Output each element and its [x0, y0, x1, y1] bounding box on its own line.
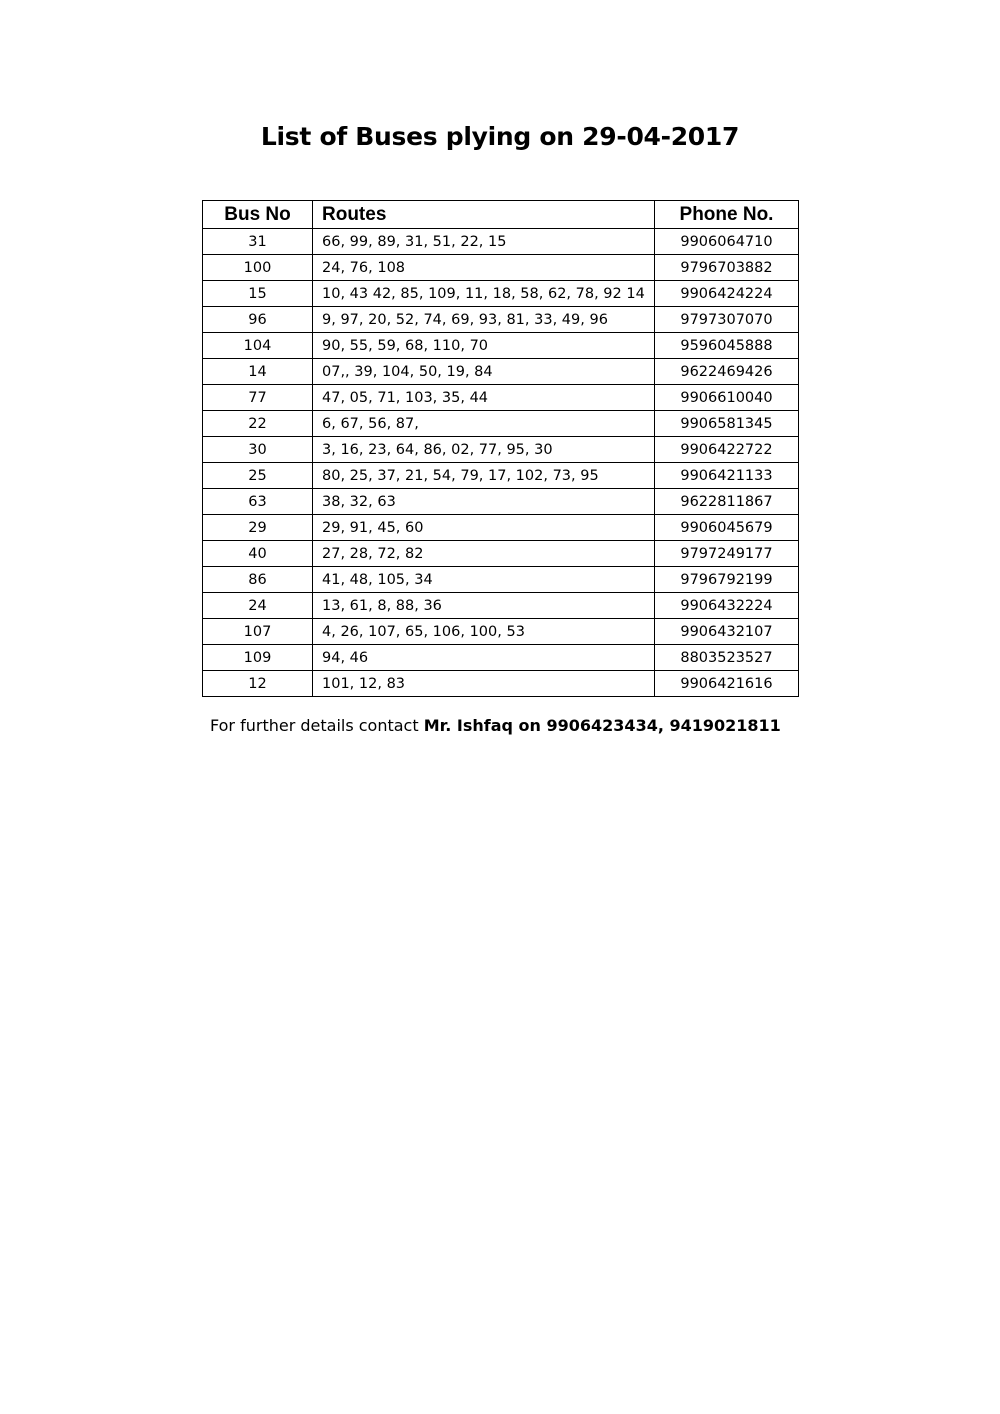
table-header-row	[203, 201, 799, 229]
routes-cell: 27, 28, 72, 82	[313, 541, 655, 567]
bus-no-cell: 40	[203, 541, 313, 567]
phone-cell: 9906421616	[655, 671, 799, 697]
bus-no-cell: 15	[203, 281, 313, 307]
bus-no-cell: 24	[203, 593, 313, 619]
bus-no-cell: 77	[203, 385, 313, 411]
bus-no-cell: 22	[203, 411, 313, 437]
phone-cell: 8803523527	[655, 645, 799, 671]
bus-no-cell: 14	[203, 359, 313, 385]
phone-cell: 9797307070	[655, 307, 799, 333]
phone-cell: 9796792199	[655, 567, 799, 593]
table-row	[203, 489, 799, 515]
bus-no-cell: 100	[203, 255, 313, 281]
header-phone-no: Phone No.	[655, 201, 799, 229]
phone-cell: 9906424224	[655, 281, 799, 307]
bus-no-cell: 104	[203, 333, 313, 359]
phone-cell: 9906432224	[655, 593, 799, 619]
table-row	[203, 463, 799, 489]
phone-cell: 9906421133	[655, 463, 799, 489]
bus-no-cell: 31	[203, 229, 313, 255]
phone-cell: 9622469426	[655, 359, 799, 385]
routes-cell: 38, 32, 63	[313, 489, 655, 515]
routes-cell: 80, 25, 37, 21, 54, 79, 17, 102, 73, 95	[313, 463, 655, 489]
phone-cell: 9906045679	[655, 515, 799, 541]
bus-no-cell: 12	[203, 671, 313, 697]
contact-footer	[210, 716, 781, 735]
routes-cell: 6, 67, 56, 87,	[313, 411, 655, 437]
table-row	[203, 385, 799, 411]
bus-no-cell: 30	[203, 437, 313, 463]
routes-cell: 47, 05, 71, 103, 35, 44	[313, 385, 655, 411]
routes-cell: 13, 61, 8, 88, 36	[313, 593, 655, 619]
table-body	[203, 229, 799, 697]
header-routes: Routes	[313, 201, 655, 229]
phone-cell: 9906581345	[655, 411, 799, 437]
bus-no-cell: 63	[203, 489, 313, 515]
phone-cell: 9906422722	[655, 437, 799, 463]
footer-contact: Mr. Ishfaq on 9906423434, 9419021811	[423, 716, 781, 735]
bus-no-cell: 25	[203, 463, 313, 489]
table-row	[203, 541, 799, 567]
routes-cell: 24, 76, 108	[313, 255, 655, 281]
table-row	[203, 333, 799, 359]
bus-table	[202, 200, 799, 697]
routes-cell: 101, 12, 83	[313, 671, 655, 697]
bus-no-cell: 29	[203, 515, 313, 541]
routes-cell: 9, 97, 20, 52, 74, 69, 93, 81, 33, 49, 96	[313, 307, 655, 333]
table-row	[203, 515, 799, 541]
table-row	[203, 229, 799, 255]
routes-cell: 10, 43 42, 85, 109, 11, 18, 58, 62, 78, 92 14	[313, 281, 655, 307]
header-bus-no: Bus No	[203, 201, 313, 229]
table-row	[203, 411, 799, 437]
page-title: List of Buses plying on 29-04-2017	[260, 122, 740, 151]
bus-no-cell: 107	[203, 619, 313, 645]
routes-cell: 3, 16, 23, 64, 86, 02, 77, 95, 30	[313, 437, 655, 463]
routes-cell: 66, 99, 89, 31, 51, 22, 15	[313, 229, 655, 255]
routes-cell: 90, 55, 59, 68, 110, 70	[313, 333, 655, 359]
table-row	[203, 255, 799, 281]
routes-cell: 29, 91, 45, 60	[313, 515, 655, 541]
bus-no-cell: 96	[203, 307, 313, 333]
table-row	[203, 645, 799, 671]
bus-no-cell: 109	[203, 645, 313, 671]
table-row	[203, 671, 799, 697]
phone-cell: 9596045888	[655, 333, 799, 359]
footer-prefix: For further details contact	[210, 716, 424, 735]
routes-cell: 94, 46	[313, 645, 655, 671]
routes-cell: 41, 48, 105, 34	[313, 567, 655, 593]
phone-cell: 9622811867	[655, 489, 799, 515]
table-row	[203, 359, 799, 385]
table-row	[203, 307, 799, 333]
table-row	[203, 619, 799, 645]
bus-no-cell: 86	[203, 567, 313, 593]
phone-cell: 9796703882	[655, 255, 799, 281]
table-row	[203, 437, 799, 463]
table-row	[203, 567, 799, 593]
phone-cell: 9906432107	[655, 619, 799, 645]
phone-cell: 9797249177	[655, 541, 799, 567]
routes-cell: 07,, 39, 104, 50, 19, 84	[313, 359, 655, 385]
phone-cell: 9906610040	[655, 385, 799, 411]
table-row	[203, 281, 799, 307]
table-row	[203, 593, 799, 619]
routes-cell: 4, 26, 107, 65, 106, 100, 53	[313, 619, 655, 645]
phone-cell: 9906064710	[655, 229, 799, 255]
